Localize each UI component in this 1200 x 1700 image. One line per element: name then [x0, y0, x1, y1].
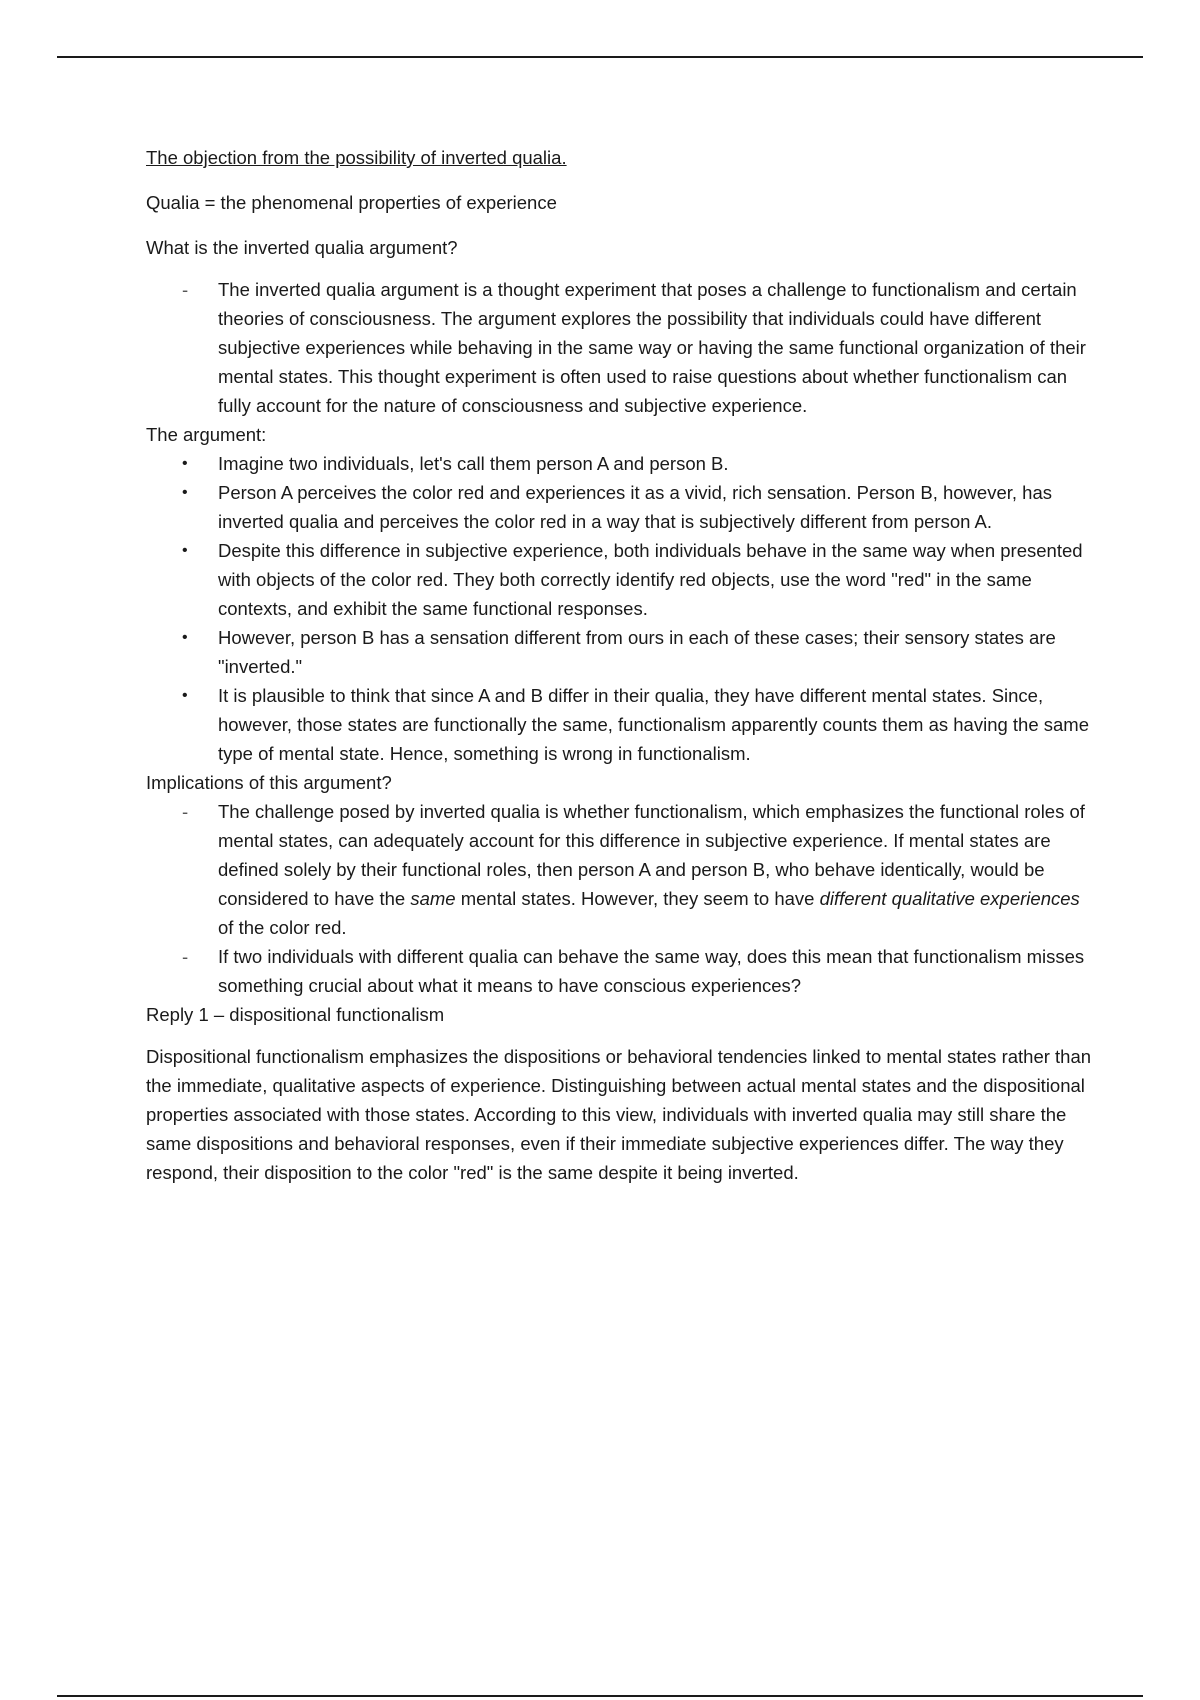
list-item	[146, 536, 1096, 623]
implication-part: of the color red.	[218, 917, 347, 938]
bottom-rule	[57, 1695, 1143, 1697]
list-item	[146, 681, 1096, 768]
implication-text	[218, 801, 1085, 938]
implication-part: The challenge posed by inverted qualia is whether functionalism, which emphasizes the functional roles of mental states, can adequately account for this difference in subjective experience. If mental states are defined solely by their functional roles, then person A and person B, who behave identically, would be considered to have the	[218, 801, 1085, 909]
bullet-marker: •	[182, 455, 188, 472]
implication-part: mental states. However, they seem to have	[455, 888, 820, 909]
list-item	[146, 623, 1096, 681]
reply-paragraph: Dispositional functionalism emphasizes the dispositions or behavioral tendencies linked to mental states rather than the immediate, qualitative aspects of experience. Distinguishing between actual mental states and the dispositional properties associated with those states. According to this view, individuals with inverted qualia may still share the same dispositions and behavioral responses, even if their immediate subjective experiences differ. The way they respond, their disposition to the color "red" is the same despite it being inverted.	[146, 1046, 1092, 1183]
argument-text: Person A perceives the color red and experiences it as a vivid, rich sensation. Person B, however, has inverted qualia and perceives the color red in a way that is subjectively different from person A.	[218, 482, 1052, 532]
list-item	[146, 275, 1096, 420]
dash-marker: -	[182, 801, 189, 822]
argument-heading: The argument:	[146, 424, 267, 445]
document-title: The objection from the possibility of inverted qualia.	[146, 147, 567, 168]
dash-marker: -	[182, 946, 189, 967]
intro-text: The inverted qualia argument is a thought experiment that poses a challenge to functionalism and certain theories of consciousness. The argument explores the possibility that individuals could have different subjective experiences while behaving in the same way or having the same functional organization of their mental states. This thought experiment is often used to raise questions about whether functionalism can fully account for the nature of consciousness and subjective experience.	[218, 279, 1086, 416]
argument-text: However, person B has a sensation different from ours in each of these cases; their sensory states are "inverted."	[218, 627, 1056, 677]
bullet-marker: •	[182, 687, 188, 704]
emphasis-same: same	[410, 888, 456, 909]
argument-text: Imagine two individuals, let's call them person A and person B.	[218, 453, 729, 474]
bullet-marker: •	[182, 542, 188, 559]
top-rule	[57, 56, 1143, 58]
document-page	[146, 143, 1096, 1187]
reply-heading: Reply 1 – dispositional functionalism	[146, 1004, 445, 1025]
bullet-marker: •	[182, 484, 188, 501]
emphasis-different: different qualitative experiences	[819, 888, 1080, 909]
bullet-marker: •	[182, 629, 188, 646]
qualia-definition: Qualia = the phenomenal properties of experience	[146, 192, 557, 213]
question-heading: What is the inverted qualia argument?	[146, 237, 458, 258]
dash-marker: -	[182, 279, 189, 300]
list-item	[146, 478, 1096, 536]
argument-text: Despite this difference in subjective experience, both individuals behave in the same way when presented with objects of the color red. They both correctly identify red objects, use the word "red" in the same contexts, and exhibit the same functional responses.	[218, 540, 1083, 619]
intro-list	[146, 275, 1096, 420]
implication-text: If two individuals with different qualia can behave the same way, does this mean that functionalism misses something crucial about what it means to have conscious experiences?	[218, 946, 1085, 996]
implications-heading: Implications of this argument?	[146, 772, 392, 793]
argument-text: It is plausible to think that since A and B differ in their qualia, they have different mental states. Since, however, those states are functionally the same, functionalism apparently counts them as having the same type of mental state. Hence, something is wrong in functionalism.	[218, 685, 1090, 764]
implications-list	[146, 797, 1096, 1000]
list-item	[146, 449, 1096, 478]
argument-list	[146, 449, 1096, 768]
list-item	[146, 797, 1096, 942]
list-item	[146, 942, 1096, 1000]
